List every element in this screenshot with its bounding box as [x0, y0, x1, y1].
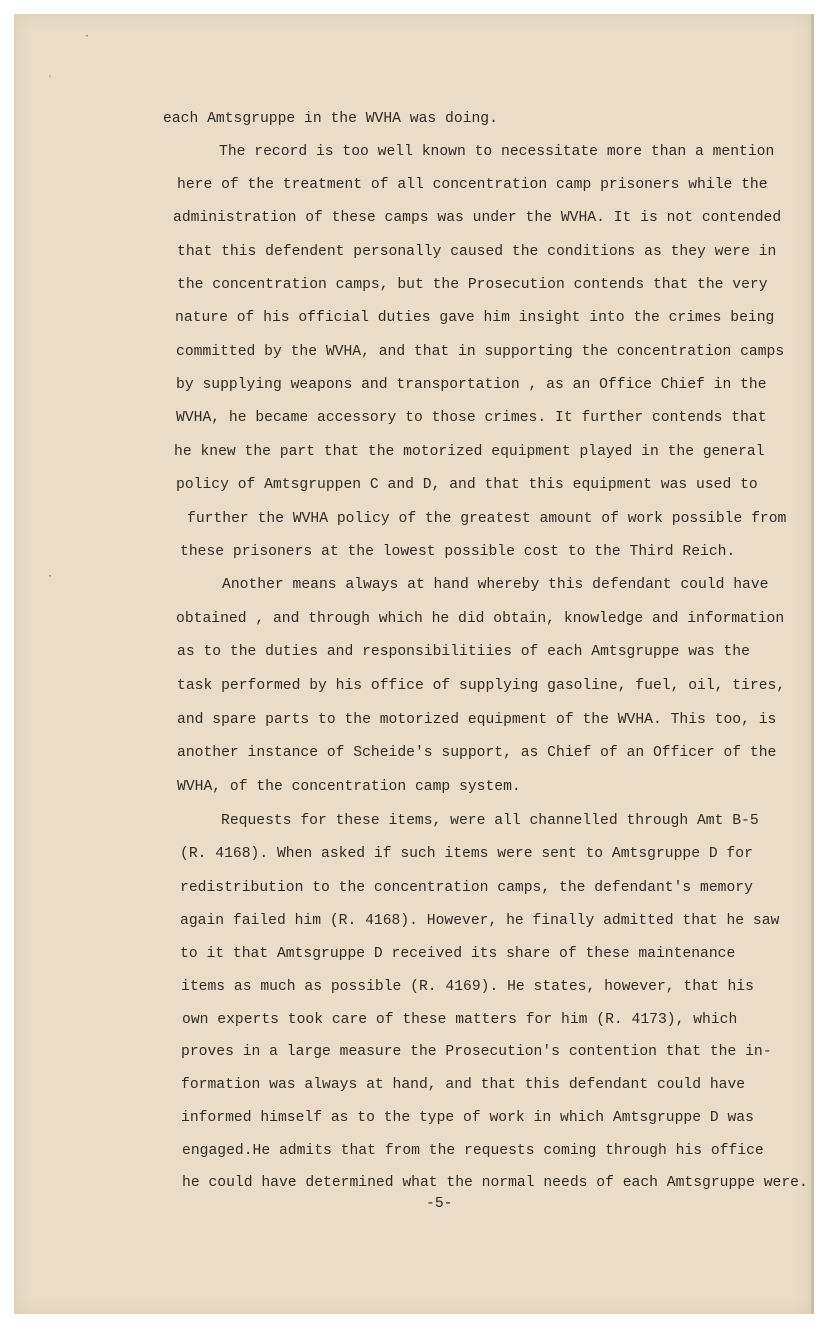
- text-line-3: here of the treatment of all concentration camp prisoners while the: [177, 177, 768, 193]
- text-line-17: as to the duties and responsibilitiies of each Amtsgruppe was the: [177, 644, 750, 660]
- text-line-21: WVHA, of the concentration camp system.: [177, 779, 521, 795]
- text-line-25: again failed him (R. 4168). However, he finally admitted that he saw: [180, 913, 780, 929]
- text-line-11: he knew the part that the motorized equipment played in the general: [174, 444, 765, 460]
- text-line-29: proves in a large measure the Prosecution's contention that the in-: [181, 1044, 772, 1060]
- text-line-23: (R. 4168). When asked if such items were sent to Amtsgruppe D for: [180, 846, 753, 862]
- paper-speck: ·: [84, 31, 91, 42]
- text-line-14: these prisoners at the lowest possible cost to the Third Reich.: [180, 544, 736, 560]
- paper-tick: ˌ: [47, 68, 54, 79]
- text-line-1: each Amtsgruppe in the WVHA was doing.: [163, 111, 498, 127]
- text-line-31: informed himself as to the type of work in which Amtsgruppe D was: [181, 1110, 754, 1126]
- text-line-22: Requests for these items, were all channelled through Amt B-5: [221, 813, 759, 829]
- text-line-13: further the WVHA policy of the greatest amount of work possible from: [187, 511, 787, 527]
- text-line-30: formation was always at hand, and that this defendant could have: [181, 1077, 746, 1093]
- text-line-6: the concentration camps, but the Prosecution contends that the very: [177, 277, 768, 293]
- text-line-32: engaged.He admits that from the requests coming through his office: [182, 1143, 764, 1159]
- text-line-15: Another means always at hand whereby this defendant could have: [222, 577, 769, 593]
- text-line-27: items as much as possible (R. 4169). He states, however, that his: [181, 979, 754, 995]
- text-line-4: administration of these camps was under the WVHA. It is not contended: [173, 210, 782, 226]
- text-line-8: committed by the WVHA, and that in supporting the concentration camps: [176, 344, 785, 360]
- text-line-24: redistribution to the concentration camps, the defendant's memory: [180, 880, 753, 896]
- text-line-12: policy of Amtsgruppen C and D, and that this equipment was used to: [176, 477, 758, 493]
- text-line-19: and spare parts to the motorized equipment of the WVHA. This too, is: [177, 712, 777, 728]
- text-line-5: that this defendent personally caused the conditions as they were in: [177, 244, 777, 260]
- text-line-7: nature of his official duties gave him insight into the crimes being: [175, 310, 775, 326]
- page-number: -5-: [426, 1196, 453, 1212]
- text-line-33: he could have determined what the normal needs of each Amtsgruppe were.: [182, 1175, 808, 1191]
- text-line-16: obtained , and through which he did obtain, knowledge and information: [176, 611, 785, 627]
- text-line-9: by supplying weapons and transportation , as an Office Chief in the: [176, 377, 767, 393]
- text-line-10: WVHA, he became accessory to those crimes. It further contends that: [176, 410, 767, 426]
- paper-spot: ·: [47, 571, 54, 582]
- text-line-26: to it that Amtsgruppe D received its share of these maintenance: [180, 946, 736, 962]
- text-line-28: own experts took care of these matters for him (R. 4173), which: [182, 1012, 738, 1028]
- text-line-18: task performed by his office of supplying gasoline, fuel, oil, tires,: [177, 678, 786, 694]
- text-line-2: The record is too well known to necessitate more than a mention: [219, 144, 775, 160]
- text-line-20: another instance of Scheide's support, as Chief of an Officer of the: [177, 745, 777, 761]
